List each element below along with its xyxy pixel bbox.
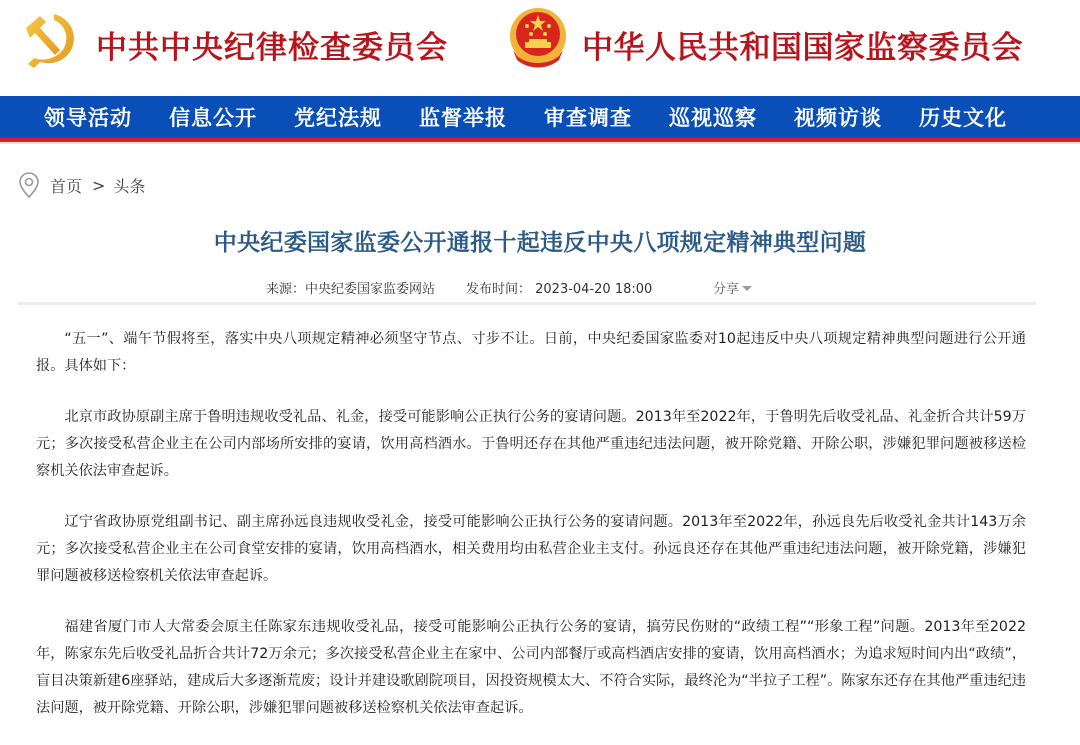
breadcrumb — [18, 170, 145, 200]
article-source: 来源：中央纪委国家监委网站 — [266, 282, 436, 297]
nav-shadow — [0, 142, 1080, 144]
nav-item-inspection[interactable]: 巡视巡察 — [669, 105, 757, 130]
caret-down-icon — [742, 286, 752, 291]
article-paragraph: 北京市政协原副主席于鲁明违规收受礼品、礼金，接受可能影响公正执行公务的宴请问题。2013年至2022年，于鲁明先后收受礼品、礼金折合共计59万元；多次接受私营企业主在公司内部场所安排的宴请，饮用高档酒水。于鲁明还存在其他严重违纪违法问题，被开除党籍、开除公职，涉嫌犯罪问题被移送检察机关依法审查起诉。 — [36, 409, 1026, 479]
breadcrumb-separator: > — [92, 175, 106, 195]
national-emblem-icon — [507, 6, 569, 72]
nav-item-history[interactable]: 历史文化 — [919, 105, 1007, 130]
nav-item-leadership[interactable]: 领导活动 — [44, 105, 132, 130]
breadcrumb-home-link[interactable]: 首页 — [50, 176, 83, 196]
site-header — [0, 0, 1080, 96]
article-paragraph: 辽宁省政协原党组副书记、副主席孙远良违规收受礼金，接受可能影响公正执行公务的宴请问题。2013年至2022年，孙远良先后收受礼金共计143万余元；多次接受私营企业主在公司食堂安排的宴请，饮用高档酒水，相关费用均由私营企业主支付。孙远良还存在其他严重违纪违法问题，被开除党籍，涉嫌犯罪问题被移送检察机关依法审查起诉。 — [36, 514, 1026, 584]
article-paragraph: “五一”、端午节假将至，落实中央八项规定精神必须坚守节点、寸步不让。日前，中央纪委国家监委对10起违反中央八项规定精神典型问题进行公开通报。具体如下： — [36, 331, 1026, 374]
article-title: 中央纪委国家监委公开通报十起违反中央八项规定精神典型问题 — [213, 230, 867, 256]
main-nav — [0, 96, 1080, 138]
nav-item-report[interactable]: 监督举报 — [419, 105, 507, 130]
article-publish-time: 发布时间： 2023-04-20 18:00 — [466, 282, 653, 297]
article-paragraph: 福建省厦门市人大常委会原主任陈家东违规收受礼品，接受可能影响公正执行公务的宴请，搞劳民伤财的“政绩工程”“形象工程”问题。2013年至2022年，陈家东先后收受礼品折合共计72万余元；多次接受私营企业主在家中、公司内部餐厅或高档酒店安排的宴请，饮用高档酒水；为追求短时间内出“政绩”，盲目决策新建6座驿站，建成后大多逐渐荒废；设计并建设歌剧院项目，因投资规模太大、不符合实际，最终沦为“半拉子工程”。陈家东还存在其他严重违纪违法问题，被开除党籍、开除公职，涉嫌犯罪问题被移送检察机关依法审查起诉。 — [36, 619, 1026, 716]
article-meta — [0, 278, 1080, 298]
share-label: 分享 — [713, 282, 740, 297]
party-emblem-icon — [20, 10, 80, 70]
article-body — [36, 326, 1026, 745]
breadcrumb-current[interactable]: 头条 — [113, 176, 146, 196]
nav-item-video[interactable]: 视频访谈 — [794, 105, 882, 130]
state-commission-title[interactable]: 中华人民共和国国家监察委员会 — [582, 30, 1023, 66]
location-pin-icon — [18, 171, 40, 199]
share-button[interactable] — [713, 278, 752, 297]
nav-item-regulations[interactable]: 党纪法规 — [294, 105, 382, 130]
meta-divider — [18, 302, 1036, 305]
party-committee-title[interactable]: 中共中央纪律检查委员会 — [96, 30, 448, 66]
nav-item-info-disclosure[interactable]: 信息公开 — [169, 105, 257, 130]
nav-item-investigation[interactable]: 审查调查 — [544, 105, 632, 130]
